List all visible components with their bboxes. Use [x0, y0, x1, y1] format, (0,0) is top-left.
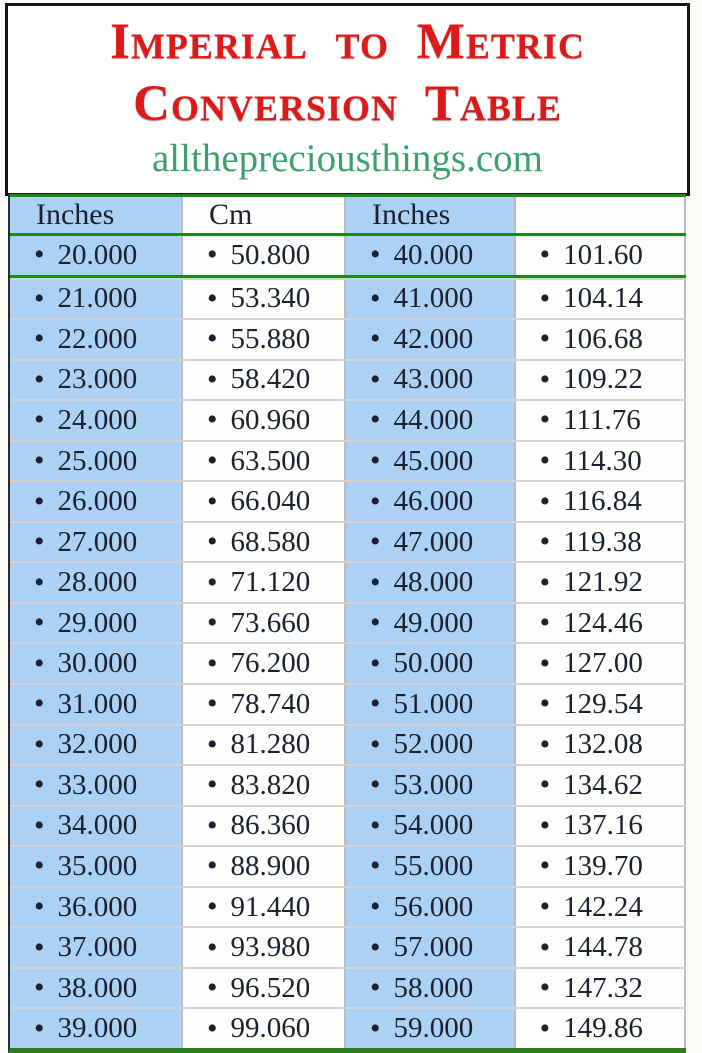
bullet-icon: •	[34, 727, 45, 761]
cell-value: 35.000	[57, 849, 138, 882]
inches-cell	[346, 280, 514, 319]
bullet-icon: •	[207, 849, 218, 883]
bullet-icon: •	[369, 525, 381, 559]
inches-cell	[346, 888, 514, 927]
inches-cell	[10, 726, 181, 765]
title-line-1: Imperial to Metric	[110, 14, 585, 70]
cell-value: 32.000	[57, 728, 138, 761]
bullet-icon: •	[207, 322, 218, 356]
cell-value: 22.000	[57, 322, 138, 355]
column-header-cm-left: Cm	[181, 197, 346, 233]
bullet-icon: •	[369, 808, 381, 842]
cm-cell	[514, 401, 686, 440]
table-rows	[10, 236, 686, 1048]
cell-value: 49.000	[393, 606, 474, 639]
cell-value: 71.120	[230, 566, 311, 599]
cell-value: 63.500	[230, 444, 311, 477]
bullet-icon: •	[207, 362, 218, 396]
bullet-icon: •	[539, 808, 551, 842]
bullet-icon: •	[369, 362, 381, 396]
cm-cell	[514, 888, 686, 927]
bullet-icon: •	[369, 930, 381, 964]
bullet-icon: •	[369, 849, 381, 883]
bullet-icon: •	[369, 565, 381, 599]
cell-value: 53.000	[393, 768, 474, 801]
bullet-icon: •	[369, 890, 381, 924]
inches-cell	[346, 726, 514, 765]
inches-cell	[10, 1009, 181, 1048]
cell-value: 129.54	[563, 687, 643, 720]
bullet-icon: •	[539, 281, 551, 315]
cell-value: 78.740	[230, 687, 311, 720]
cell-value: 31.000	[57, 687, 138, 720]
cell-value: 39.000	[57, 1012, 138, 1045]
cell-value: 53.340	[230, 282, 311, 315]
bullet-icon: •	[539, 484, 551, 518]
cm-cell	[514, 766, 686, 805]
bullet-icon: •	[207, 444, 218, 477]
bullet-icon: •	[207, 525, 218, 559]
table-row	[10, 683, 686, 724]
cm-cell	[514, 236, 686, 275]
cell-value: 81.280	[230, 728, 311, 761]
cell-value: 101.60	[563, 238, 643, 271]
bullet-icon: •	[207, 727, 218, 761]
cell-value: 34.000	[57, 809, 138, 842]
cell-value: 91.440	[230, 890, 311, 923]
inches-cell	[346, 563, 514, 602]
cell-value: 24.000	[57, 403, 138, 436]
header-box	[5, 3, 690, 196]
table-row	[10, 399, 686, 440]
bullet-icon: •	[539, 971, 551, 1005]
inches-cell	[346, 236, 514, 275]
cm-cell	[181, 236, 346, 275]
table-row	[10, 642, 686, 683]
table-row	[10, 926, 686, 967]
inches-cell	[346, 685, 514, 724]
cell-value: 25.000	[57, 444, 138, 477]
table-row	[10, 805, 686, 846]
cm-cell	[181, 563, 346, 602]
inches-cell	[346, 604, 514, 643]
cell-value: 51.000	[393, 687, 474, 720]
bullet-icon: •	[34, 322, 45, 356]
conversion-table	[8, 194, 686, 1053]
inches-cell	[346, 1009, 514, 1048]
bullet-icon: •	[34, 768, 45, 802]
bullet-icon: •	[34, 1011, 45, 1045]
cell-value: 147.32	[563, 971, 643, 1004]
cm-cell	[514, 644, 686, 683]
table-row	[10, 318, 686, 359]
bullet-icon: •	[34, 849, 45, 883]
cm-cell	[181, 523, 346, 562]
cell-value: 54.000	[393, 809, 474, 842]
bullet-icon: •	[34, 525, 45, 559]
inches-cell	[10, 604, 181, 643]
cell-value: 139.70	[563, 849, 643, 882]
cell-value: 50.000	[393, 647, 474, 680]
cell-value: 37.000	[57, 931, 138, 964]
bullet-icon: •	[34, 403, 45, 437]
cell-value: 86.360	[230, 809, 311, 842]
table-row	[10, 1007, 686, 1048]
inches-cell	[10, 969, 181, 1008]
bullet-icon: •	[539, 1011, 551, 1045]
cell-value: 47.000	[393, 525, 474, 558]
table-row	[10, 278, 686, 319]
table-row	[10, 967, 686, 1008]
cell-value: 48.000	[393, 566, 474, 599]
inches-cell	[346, 928, 514, 967]
bullet-icon: •	[369, 727, 381, 761]
cell-value: 42.000	[393, 322, 474, 355]
cm-cell	[514, 442, 686, 481]
cell-value: 52.000	[393, 728, 474, 761]
cell-value: 41.000	[393, 282, 474, 315]
bullet-icon: •	[207, 890, 218, 924]
inches-cell	[10, 401, 181, 440]
cell-value: 55.880	[230, 322, 311, 355]
cell-value: 88.900	[230, 849, 311, 882]
bullet-icon: •	[539, 930, 551, 964]
website-text: allthepreciousthings.com	[152, 137, 543, 180]
inches-cell	[10, 685, 181, 724]
cell-value: 134.62	[563, 768, 643, 801]
bullet-icon: •	[539, 687, 551, 721]
cell-value: 124.46	[563, 606, 643, 639]
bullet-icon: •	[539, 322, 551, 356]
cell-value: 114.30	[563, 444, 642, 477]
inches-cell	[346, 361, 514, 400]
cell-value: 46.000	[393, 485, 474, 518]
bullet-icon: •	[539, 444, 551, 477]
cm-cell	[181, 442, 346, 481]
cell-value: 23.000	[57, 363, 138, 396]
bullet-icon: •	[34, 444, 45, 477]
cell-value: 60.960	[230, 403, 311, 436]
bullet-icon: •	[369, 322, 381, 356]
column-header-inches-left: Inches	[10, 197, 181, 233]
bullet-icon: •	[207, 403, 218, 437]
cm-cell	[514, 928, 686, 967]
bullet-icon: •	[539, 768, 551, 802]
table-header-row	[10, 194, 686, 236]
cell-value: 99.060	[230, 1012, 311, 1045]
cell-value: 149.86	[563, 1012, 643, 1045]
cell-value: 109.22	[563, 363, 643, 396]
cm-cell	[181, 401, 346, 440]
table-row	[10, 236, 686, 278]
bullet-icon: •	[207, 484, 218, 518]
bullet-icon: •	[369, 768, 381, 802]
inches-cell	[10, 563, 181, 602]
cell-value: 116.84	[563, 485, 642, 518]
cm-cell	[181, 280, 346, 319]
cell-value: 20.000	[57, 238, 138, 271]
cell-value: 58.420	[230, 363, 311, 396]
cm-cell	[181, 320, 346, 359]
cm-cell	[181, 1009, 346, 1048]
cell-value: 106.68	[563, 322, 643, 355]
table-row	[10, 440, 686, 481]
inches-cell	[10, 442, 181, 481]
cm-cell	[181, 644, 346, 683]
table-row	[10, 602, 686, 643]
cm-cell	[514, 969, 686, 1008]
cm-cell	[181, 766, 346, 805]
bullet-icon: •	[207, 646, 218, 680]
bullet-icon: •	[34, 565, 45, 599]
bullet-icon: •	[34, 238, 45, 272]
cm-cell	[181, 685, 346, 724]
inches-cell	[10, 644, 181, 683]
inches-cell	[10, 280, 181, 319]
cm-cell	[514, 280, 686, 319]
column-header-inches-right: Inches	[346, 197, 514, 233]
bullet-icon: •	[539, 403, 551, 437]
cell-value: 66.040	[230, 485, 311, 518]
cell-value: 132.08	[563, 728, 643, 761]
cm-cell	[181, 361, 346, 400]
cm-cell	[514, 807, 686, 846]
table-row	[10, 480, 686, 521]
cell-value: 127.00	[563, 647, 643, 680]
cell-value: 93.980	[230, 931, 311, 964]
cell-value: 38.000	[57, 971, 138, 1004]
cm-cell	[181, 847, 346, 886]
bullet-icon: •	[34, 808, 45, 842]
bullet-icon: •	[369, 687, 381, 721]
cm-cell	[181, 482, 346, 521]
cm-cell	[514, 482, 686, 521]
table-row	[10, 764, 686, 805]
cell-value: 142.24	[563, 890, 643, 923]
bullet-icon: •	[207, 281, 218, 315]
cell-value: 44.000	[393, 403, 474, 436]
cell-value: 43.000	[393, 363, 474, 396]
bullet-icon: •	[539, 849, 551, 883]
bullet-icon: •	[207, 808, 218, 842]
bullet-icon: •	[369, 1011, 381, 1045]
cell-value: 111.76	[563, 403, 641, 436]
bullet-icon: •	[539, 646, 551, 680]
bullet-icon: •	[207, 687, 218, 721]
cell-value: 30.000	[57, 647, 138, 680]
bullet-icon: •	[539, 525, 551, 559]
cell-value: 33.000	[57, 768, 138, 801]
bullet-icon: •	[34, 930, 45, 964]
inches-cell	[346, 320, 514, 359]
cell-value: 56.000	[393, 890, 474, 923]
bullet-icon: •	[34, 646, 45, 680]
bullet-icon: •	[369, 971, 381, 1005]
bullet-icon: •	[34, 606, 45, 640]
cell-value: 55.000	[393, 849, 474, 882]
bullet-icon: •	[539, 727, 551, 761]
bullet-icon: •	[369, 606, 381, 640]
cell-value: 73.660	[230, 606, 311, 639]
cm-cell	[514, 726, 686, 765]
bullet-icon: •	[539, 238, 551, 272]
inches-cell	[346, 442, 514, 481]
bullet-icon: •	[207, 238, 218, 272]
table-row	[10, 724, 686, 765]
bullet-icon: •	[207, 1011, 218, 1045]
bullet-icon: •	[369, 646, 381, 680]
title-line-2: Conversion Table	[133, 76, 562, 132]
cm-cell	[514, 847, 686, 886]
cell-value: 29.000	[57, 606, 138, 639]
cell-value: 137.16	[563, 809, 643, 842]
table-row	[10, 845, 686, 886]
cm-cell	[181, 807, 346, 846]
bullet-icon: •	[34, 484, 45, 518]
inches-cell	[346, 482, 514, 521]
bullet-icon: •	[369, 484, 381, 518]
inches-cell	[10, 928, 181, 967]
inches-cell	[346, 807, 514, 846]
cell-value: 76.200	[230, 647, 311, 680]
cell-value: 59.000	[393, 1012, 474, 1045]
column-header-cm-right	[514, 197, 686, 233]
table-row	[10, 561, 686, 602]
bullet-icon: •	[207, 565, 218, 599]
inches-cell	[10, 320, 181, 359]
cell-value: 57.000	[393, 931, 474, 964]
cell-value: 26.000	[57, 485, 138, 518]
cm-cell	[181, 604, 346, 643]
cm-cell	[181, 928, 346, 967]
cell-value: 28.000	[57, 566, 138, 599]
inches-cell	[10, 361, 181, 400]
inches-cell	[10, 888, 181, 927]
bullet-icon: •	[34, 971, 45, 1005]
inches-cell	[10, 482, 181, 521]
bullet-icon: •	[539, 606, 551, 640]
cm-cell	[514, 320, 686, 359]
bullet-icon: •	[207, 606, 218, 640]
bullet-icon: •	[539, 565, 551, 599]
cm-cell	[514, 563, 686, 602]
cell-value: 40.000	[393, 238, 474, 271]
bullet-icon: •	[34, 362, 45, 396]
inches-cell	[10, 523, 181, 562]
inches-cell	[346, 644, 514, 683]
cell-value: 104.14	[563, 282, 643, 315]
cm-cell	[514, 685, 686, 724]
inches-cell	[346, 969, 514, 1008]
cm-cell	[514, 361, 686, 400]
bullet-icon: •	[34, 890, 45, 924]
bullet-icon: •	[207, 768, 218, 802]
cm-cell	[181, 969, 346, 1008]
bullet-icon: •	[369, 403, 381, 437]
table-row	[10, 886, 686, 927]
cell-value: 119.38	[563, 525, 642, 558]
inches-cell	[346, 523, 514, 562]
cell-value: 21.000	[57, 282, 138, 315]
inches-cell	[10, 766, 181, 805]
inches-cell	[346, 401, 514, 440]
bullet-icon: •	[369, 281, 381, 315]
cm-cell	[181, 726, 346, 765]
cell-value: 27.000	[57, 525, 138, 558]
bullet-icon: •	[369, 444, 381, 477]
inches-cell	[346, 847, 514, 886]
cm-cell	[514, 523, 686, 562]
cell-value: 58.000	[393, 971, 474, 1004]
cell-value: 36.000	[57, 890, 138, 923]
cell-value: 50.800	[230, 238, 311, 271]
inches-cell	[346, 766, 514, 805]
bullet-icon: •	[34, 687, 45, 721]
cell-value: 144.78	[563, 931, 643, 964]
cell-value: 83.820	[230, 768, 311, 801]
bullet-icon: •	[369, 238, 381, 272]
bullet-icon: •	[207, 971, 218, 1005]
table-row	[10, 359, 686, 400]
cm-cell	[181, 888, 346, 927]
bullet-icon: •	[539, 890, 551, 924]
cm-cell	[514, 1009, 686, 1048]
cell-value: 121.92	[563, 566, 643, 599]
inches-cell	[10, 236, 181, 275]
bullet-icon: •	[539, 362, 551, 396]
inches-cell	[10, 847, 181, 886]
cell-value: 96.520	[230, 971, 311, 1004]
inches-cell	[10, 807, 181, 846]
bullet-icon: •	[34, 281, 45, 315]
bullet-icon: •	[207, 930, 218, 964]
cell-value: 45.000	[393, 444, 474, 477]
table-row	[10, 521, 686, 562]
cm-cell	[514, 604, 686, 643]
cell-value: 68.580	[230, 525, 311, 558]
